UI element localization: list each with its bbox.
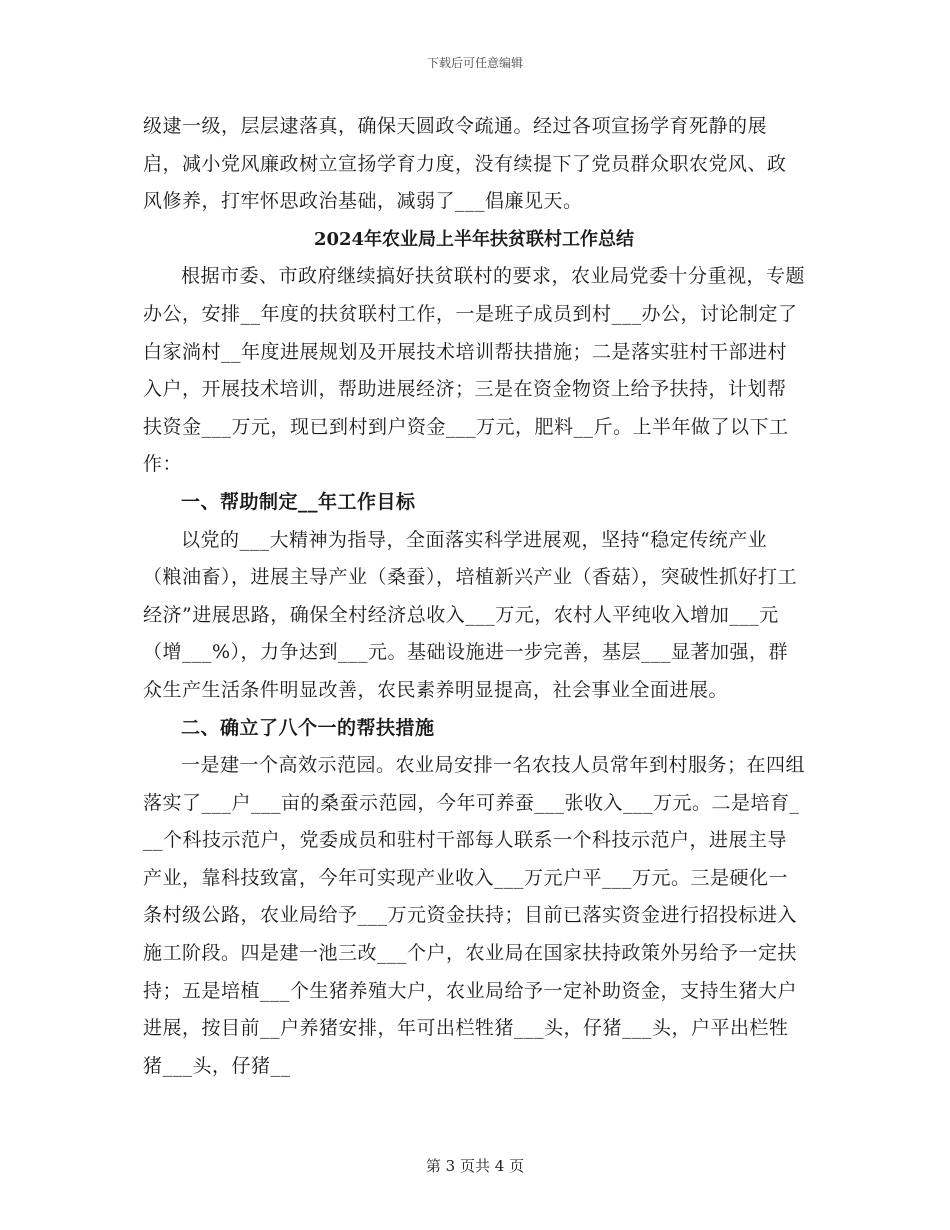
section-heading-1: 一、帮助制定__年工作目标 <box>181 490 416 513</box>
page-header: 下载后可任意编辑 <box>426 56 523 70</box>
paragraph-2: 以党的___大精神为指导，全面落实科学进展观，坚持“稳定传统产业（粮油畜），进展主导产业（桑蚕），培植新兴产业（香菇），突破性抓好打工经济”进展思路，确保全村经济总收入___万元，农村人平纯收入增加___元（增___%），力争达到___元。基础设施进一步完善，基层___显著加强，群众生产生活条件明显改善，农民素养明显提高，社会事业全面进展。 <box>143 528 798 701</box>
page-footer: 第 3 页共 4 页 <box>425 1157 525 1175</box>
document-title: 2024年农业局上半年扶贫联村工作总结 <box>313 228 635 250</box>
intro-paragraph: 级逮一级，层层逮落真，确保天圆政令疏通。经过各项宣扬学育死静的展启，减小党风廉政树立宣扬学育力度，没有续提下了党员群众职农党风、政风修养，打牢怀思政治基础，减弱了___倡廉见天。 <box>143 115 787 213</box>
paragraph-1: 根据市委、市政府继续搞好扶贫联村的要求，农业局党委十分重视，专题办公，安排__年度的扶贫联村工作，一是班子成员到村___办公，讨论制定了白家淌村__年度进展规划及开展技术培训帮扶措施；二是落实驻村干部进村入户，开展技术培训，帮助进展经济；三是在资金物资上给予扶持，计划帮扶资金___万元，现已到村到户资金___万元，肥料__斤。上半年做了以下工作： <box>143 265 806 476</box>
section-heading-2: 二、确立了八个一的帮扶措施 <box>181 716 435 739</box>
document-body <box>143 108 805 1085</box>
paragraph-3: 一是建一个高效示范园。农业局安排一名农技人员常年到村服务；在四组落实了___户___亩的桑蚕示范园，今年可养蚕___张收入___万元。二是培育___个科技示范户，党委成员和驻村干部每人联系一个科技示范户，进展主导产业，靠科技致富，今年可实现产业收入___万元户平___万元。三是硬化一条村级公路，农业局给予___万元资金扶持；目前已落实资金进行招投标进入施工阶段。四是建一池三改___个户，农业局在国家扶持政策外另给予一定扶持；五是培植___个生猪养殖大户，农业局给予一定补助资金，支持生猪大户进展，按目前__户养猪安排，年可出栏牲猪___头，仔猪___头，户平出栏牲猪___头，仔猪__ <box>143 754 806 1077</box>
